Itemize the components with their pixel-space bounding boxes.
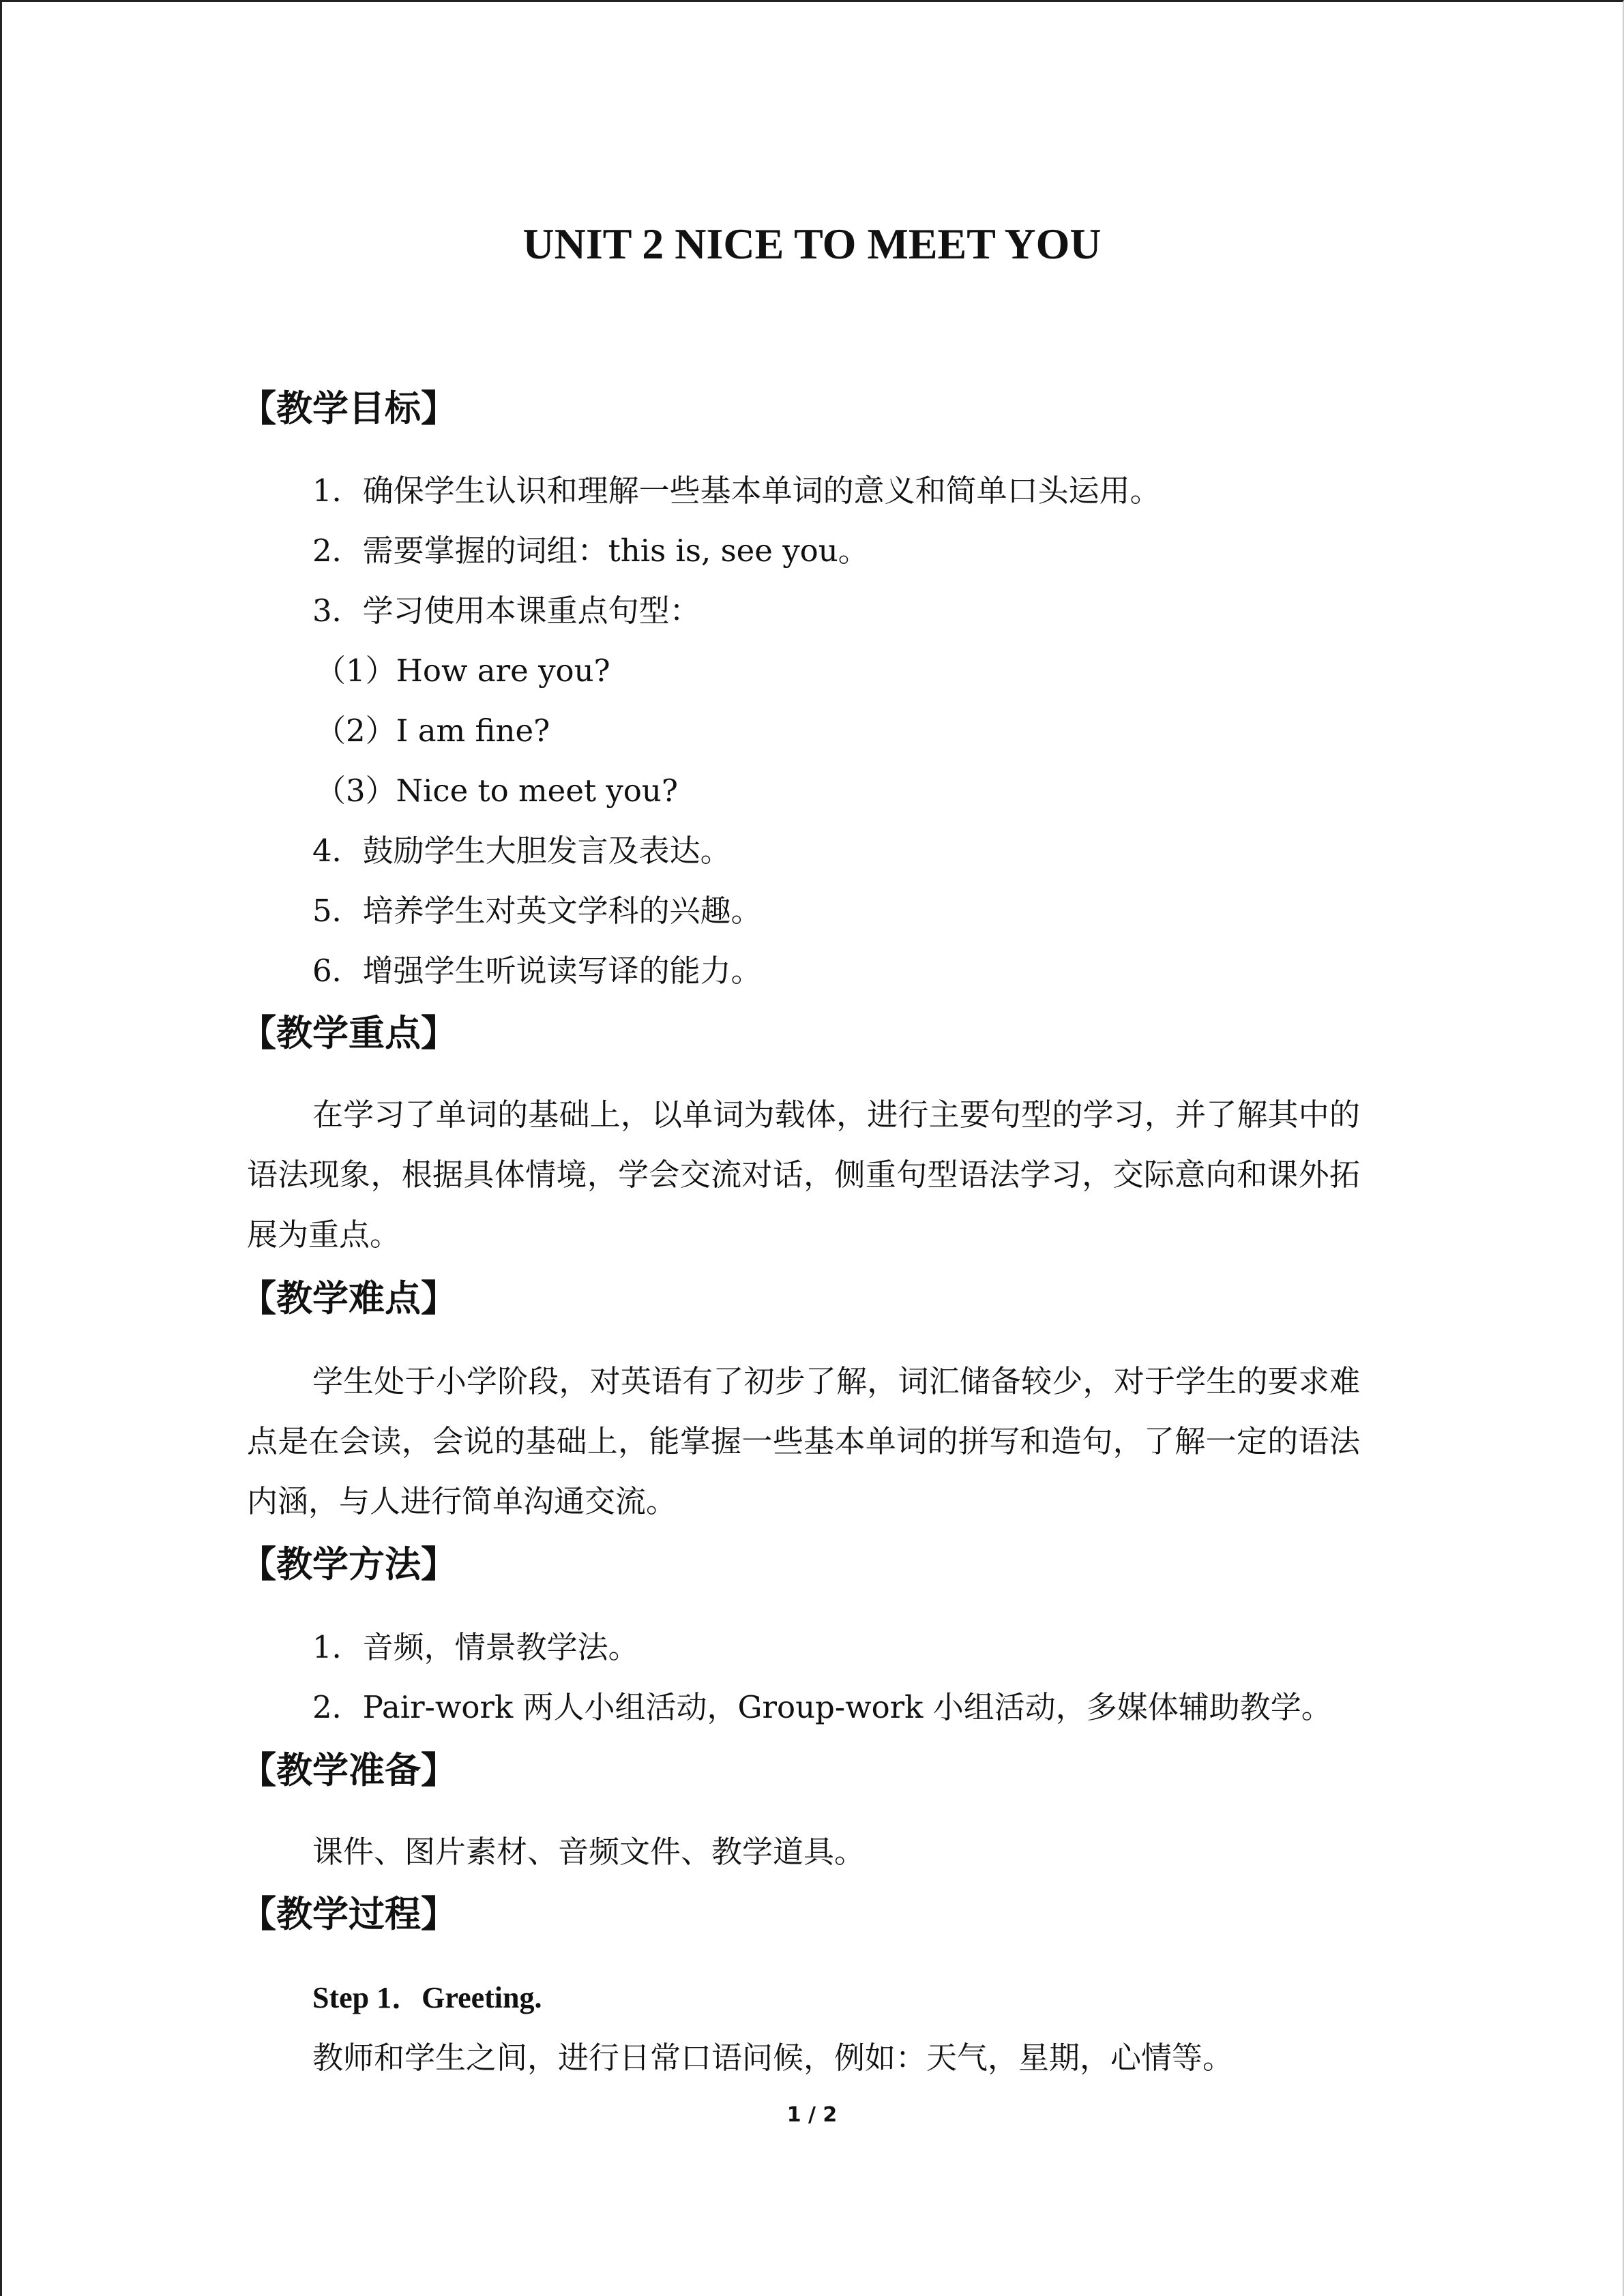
difficulties-heading: 【教学难点】 (240, 1278, 457, 1320)
method-item-1: 1．音频，情景教学法。 (312, 1629, 639, 1665)
objective-item-1: 1．确保学生认识和理解一些基本单词的意义和简单口头运用。 (312, 473, 1161, 509)
process-heading: 【教学过程】 (240, 1894, 457, 1935)
methods-heading: 【教学方法】 (240, 1544, 457, 1585)
objective-subitem-3: （3）Nice to meet you? (315, 773, 678, 809)
objective-subitem-2: （2）I am fine? (315, 713, 550, 749)
document-title: UNIT 2 NICE TO MEET YOU (522, 220, 1102, 268)
step-1-title: Step 1．Greeting. (312, 1981, 542, 2014)
objective-item-2: 2．需要掌握的词组：this is, see you。 (312, 533, 869, 569)
preparation-heading: 【教学准备】 (240, 1750, 457, 1791)
method-item-2: 2．Pair-work 两人小组活动，Group-work 小组活动，多媒体辅助教学。 (312, 1689, 1332, 1725)
objective-item-4: 4．鼓励学生大胆发言及表达。 (312, 833, 731, 869)
preparation-text: 课件、图片素材、音频文件、教学道具。 (312, 1834, 866, 1870)
key-points-heading: 【教学重点】 (240, 1013, 457, 1054)
objective-item-3: 3．学习使用本课重点句型： (312, 593, 700, 629)
step-1-text: 教师和学生之间，进行日常口语问候，例如：天气，星期，心情等。 (312, 2040, 1234, 2076)
page-number: 1 / 2 (786, 2103, 838, 2127)
objective-item-6: 6．增强学生听说读写译的能力。 (312, 953, 762, 989)
objective-subitem-1: （1）How are you? (315, 653, 610, 689)
difficulties-paragraph: 学生处于小学阶段，对英语有了初步了解，词汇储备较少，对于学生的要求难点是在会读，会说的基础上，能掌握一些基本单词的拼写和造句，了解一定的语法内涵，与人进行简单沟通交流。 (247, 1363, 1360, 1519)
key-points-paragraph: 在学习了单词的基础上，以单词为载体，进行主要句型的学习，并了解其中的语法现象，根据具体情境，学会交流对话，侧重句型语法学习，交际意向和课外拓展为重点。 (247, 1097, 1360, 1253)
objective-item-5: 5．培养学生对英文学科的兴趣。 (312, 893, 762, 929)
objectives-heading: 【教学目标】 (240, 388, 457, 430)
